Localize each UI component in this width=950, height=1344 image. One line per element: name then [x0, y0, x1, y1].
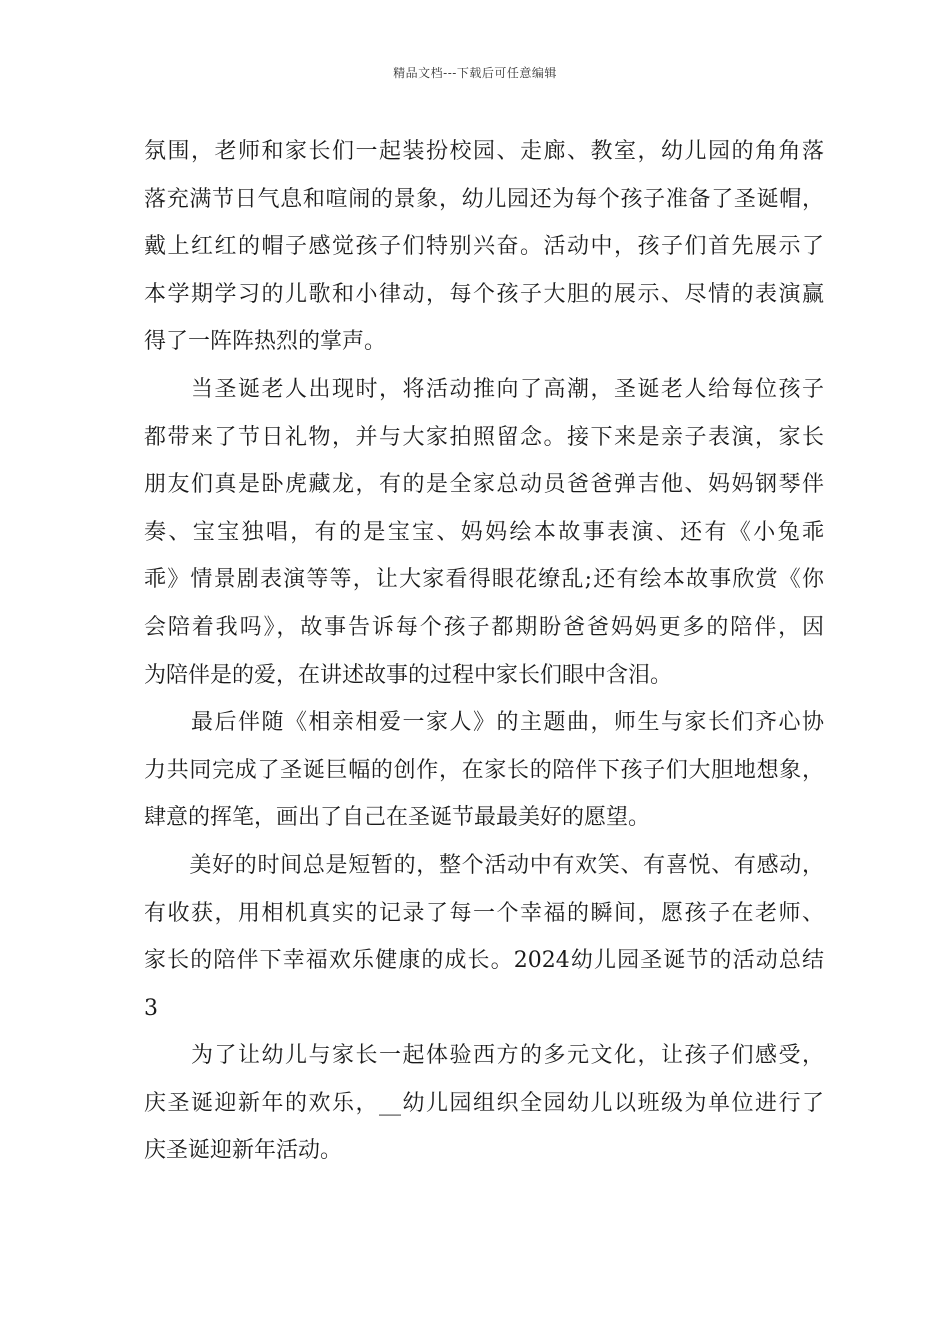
text-line: 力共同完成了圣诞巨幅的创作，在家长的陪伴下孩子们大胆地想象，: [144, 757, 824, 783]
paragraph: [144, 1032, 824, 1175]
text-line: 有收获，用相机真实的记录了每一个幸福的瞬间，愿孩子在老师、: [144, 900, 824, 926]
text-line: 乖》情景剧表演等等，让大家看得眼花缭乱;还有绘本故事欣赏《你: [144, 567, 824, 593]
text-line: 最后伴随《相亲相爱一家人》的主题曲，师生与家长们齐心协: [144, 710, 824, 736]
paragraph: [144, 699, 824, 842]
text-line: 3: [144, 995, 158, 1021]
text-line: 庆圣诞迎新年活动。: [144, 1138, 343, 1164]
page-header: 精品文档---下载后可任意编辑: [393, 66, 557, 80]
text-line: 落充满节日气息和喧闹的景象，幼儿园还为每个孩子准备了圣诞帽，: [144, 186, 824, 212]
text-line: 肆意的挥笔，画出了自己在圣诞节最最美好的愿望。: [144, 805, 651, 831]
paragraph: [144, 366, 824, 699]
document-body: [144, 128, 824, 1175]
text-line: 奏、宝宝独唱，有的是宝宝、妈妈绘本故事表演、还有《小兔乖: [144, 519, 824, 545]
text-line: 美好的时间总是短暂的，整个活动中有欢笑、有喜悦、有感动，: [144, 852, 824, 878]
text-line: 庆圣诞迎新年的欢乐，__幼儿园组织全园幼儿以班级为单位进行了: [144, 1090, 824, 1116]
text-line: 得了一阵阵热烈的掌声。: [144, 329, 387, 355]
text-line: 都带来了节日礼物，并与大家拍照留念。接下来是亲子表演，家长: [144, 424, 824, 450]
text-line: 家长的陪伴下幸福欢乐健康的成长。2024幼儿园圣诞节的活动总结: [144, 948, 824, 974]
text-line: 朋友们真是卧虎藏龙，有的是全家总动员爸爸弹吉他、妈妈钢琴伴: [144, 472, 824, 498]
text-line: 为陪伴是的爱，在讲述故事的过程中家长们眼中含泪。: [144, 662, 673, 688]
text-line: 会陪着我吗》，故事告诉每个孩子都期盼爸爸妈妈更多的陪伴，因: [144, 614, 824, 640]
text-line: 氛围，老师和家长们一起装扮校园、走廊、教室，幼儿园的角角落: [144, 139, 824, 164]
text-line: 戴上红红的帽子感觉孩子们特别兴奋。活动中，孩子们首先展示了: [144, 234, 824, 260]
text-line: 本学期学习的儿歌和小律动，每个孩子大胆的展示、尽情的表演赢: [144, 281, 824, 307]
paragraph: [144, 128, 824, 366]
paragraph: [144, 842, 824, 1032]
text-line: 为了让幼儿与家长一起体验西方的多元文化，让孩子们感受，: [144, 1043, 824, 1069]
text-line: 当圣诞老人出现时，将活动推向了高潮，圣诞老人给每位孩子: [144, 376, 824, 402]
